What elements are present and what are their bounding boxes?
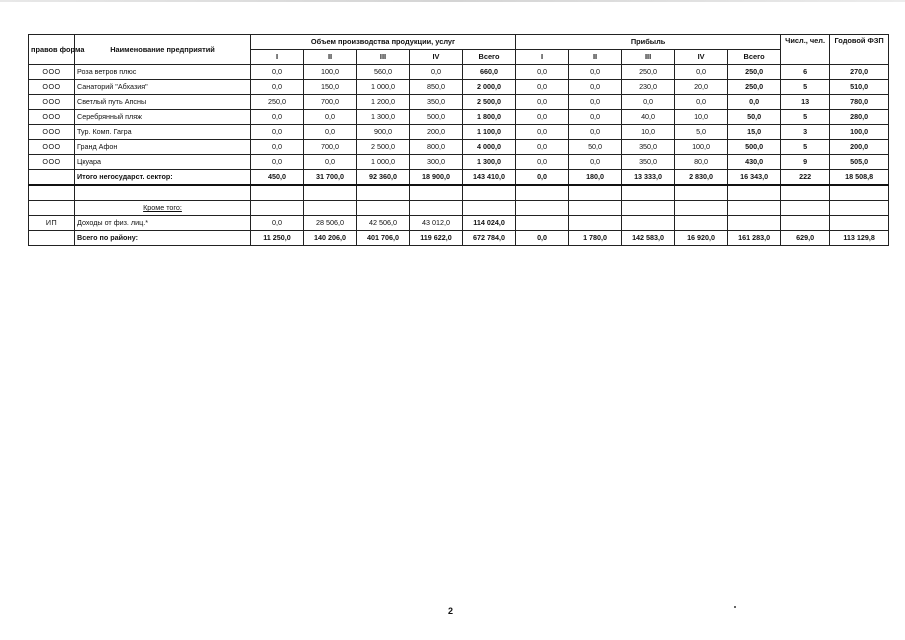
legal-form: ООО bbox=[29, 155, 75, 170]
staff-count: 5 bbox=[781, 80, 830, 95]
profit-q3: 350,0 bbox=[622, 155, 675, 170]
volume-q2: 700,0 bbox=[304, 140, 357, 155]
extra-label: Кроме того: bbox=[75, 201, 251, 216]
profit-total: 250,0 bbox=[728, 80, 781, 95]
company-name: Гранд Афон bbox=[75, 140, 251, 155]
annual-payroll: 780,0 bbox=[830, 95, 889, 110]
annual-payroll: 280,0 bbox=[830, 110, 889, 125]
profit-q3-header: III bbox=[622, 50, 675, 65]
profit-q4: 20,0 bbox=[675, 80, 728, 95]
grand-total-label: Всего по району: bbox=[75, 231, 251, 246]
profit-q3: 350,0 bbox=[622, 140, 675, 155]
volume-q1: 0,0 bbox=[251, 80, 304, 95]
company-row bbox=[29, 125, 889, 140]
profit-q3: 142 583,0 bbox=[622, 231, 675, 246]
volume-total: 672 784,0 bbox=[463, 231, 516, 246]
staff-count: 6 bbox=[781, 65, 830, 80]
income-label: Доходы от физ. лиц.* bbox=[75, 216, 251, 231]
volume-q1: 0,0 bbox=[251, 65, 304, 80]
volume-q4: 200,0 bbox=[410, 125, 463, 140]
subtotal-form-cell bbox=[29, 170, 75, 186]
company-row bbox=[29, 110, 889, 125]
volume-q1: 11 250,0 bbox=[251, 231, 304, 246]
production-table bbox=[28, 34, 889, 246]
volume-total: 660,0 bbox=[463, 65, 516, 80]
staff-count: 5 bbox=[781, 140, 830, 155]
volume-q1: 0,0 bbox=[251, 110, 304, 125]
individual-row bbox=[29, 216, 889, 231]
volume-total: 4 000,0 bbox=[463, 140, 516, 155]
volume-q3: 560,0 bbox=[357, 65, 410, 80]
volume-q2: 0,0 bbox=[304, 125, 357, 140]
extra-label-row bbox=[29, 201, 889, 216]
staff-count: 629,0 bbox=[781, 231, 830, 246]
profit-group-header: Прибыль bbox=[516, 35, 781, 50]
profit-q2: 180,0 bbox=[569, 170, 622, 186]
company-name: Светлый путь Апсны bbox=[75, 95, 251, 110]
volume-total-header: Всего bbox=[463, 50, 516, 65]
company-name: Тур. Комп. Гагра bbox=[75, 125, 251, 140]
volume-q4: 850,0 bbox=[410, 80, 463, 95]
volume-q2: 31 700,0 bbox=[304, 170, 357, 186]
col-staff-header: Числ., чел. bbox=[781, 35, 830, 65]
profit-q1: 0,0 bbox=[516, 80, 569, 95]
annual-payroll: 18 508,8 bbox=[830, 170, 889, 186]
scan-speck bbox=[734, 606, 736, 608]
page-number: 2 bbox=[448, 606, 454, 616]
legal-form: ООО bbox=[29, 80, 75, 95]
volume-q1: 0,0 bbox=[251, 125, 304, 140]
profit-q4: 80,0 bbox=[675, 155, 728, 170]
profit-total: 430,0 bbox=[728, 155, 781, 170]
profit-total: 50,0 bbox=[728, 110, 781, 125]
volume-q3: 401 706,0 bbox=[357, 231, 410, 246]
company-row bbox=[29, 80, 889, 95]
volume-q3: 900,0 bbox=[357, 125, 410, 140]
volume-q2: 700,0 bbox=[304, 95, 357, 110]
volume-q1-header: I bbox=[251, 50, 304, 65]
volume-q1: 0,0 bbox=[251, 140, 304, 155]
profit-q2: 0,0 bbox=[569, 80, 622, 95]
legal-form: ООО bbox=[29, 95, 75, 110]
volume-q1: 450,0 bbox=[251, 170, 304, 186]
profit-total: 15,0 bbox=[728, 125, 781, 140]
volume-q2: 150,0 bbox=[304, 80, 357, 95]
profit-q2: 0,0 bbox=[569, 110, 622, 125]
annual-payroll: 505,0 bbox=[830, 155, 889, 170]
volume-q2-header: II bbox=[304, 50, 357, 65]
profit-q4: 0,0 bbox=[675, 95, 728, 110]
profit-q1: 0,0 bbox=[516, 65, 569, 80]
subtotal-row bbox=[29, 170, 889, 186]
profit-q4-header: IV bbox=[675, 50, 728, 65]
volume-q4: 350,0 bbox=[410, 95, 463, 110]
profit-q1: 0,0 bbox=[516, 125, 569, 140]
volume-q4-header: IV bbox=[410, 50, 463, 65]
profit-total: 500,0 bbox=[728, 140, 781, 155]
company-name: Роза ветров плюс bbox=[75, 65, 251, 80]
profit-q1: 0,0 bbox=[516, 231, 569, 246]
profit-total: 161 283,0 bbox=[728, 231, 781, 246]
legal-form: ИП bbox=[29, 216, 75, 231]
grand-total-row bbox=[29, 231, 889, 246]
legal-form: ООО bbox=[29, 65, 75, 80]
annual-payroll: 100,0 bbox=[830, 125, 889, 140]
profit-q3: 10,0 bbox=[622, 125, 675, 140]
col-form-header: правов форма bbox=[29, 35, 75, 65]
annual-payroll: 510,0 bbox=[830, 80, 889, 95]
legal-form: ООО bbox=[29, 110, 75, 125]
legal-form: ООО bbox=[29, 125, 75, 140]
profit-q4: 10,0 bbox=[675, 110, 728, 125]
company-name: Серебрянный пляж bbox=[75, 110, 251, 125]
profit-q3: 40,0 bbox=[622, 110, 675, 125]
volume-total: 1 100,0 bbox=[463, 125, 516, 140]
profit-q2: 0,0 bbox=[569, 125, 622, 140]
volume-q3: 1 000,0 bbox=[357, 80, 410, 95]
company-name: Цкуара bbox=[75, 155, 251, 170]
profit-q4: 2 830,0 bbox=[675, 170, 728, 186]
company-name: Санаторий "Абхазия" bbox=[75, 80, 251, 95]
volume-q3: 42 506,0 bbox=[357, 216, 410, 231]
subtotal-label: Итого негосударст. сектор: bbox=[75, 170, 251, 186]
profit-q1: 0,0 bbox=[516, 155, 569, 170]
volume-total: 2 000,0 bbox=[463, 80, 516, 95]
volume-q2: 0,0 bbox=[304, 110, 357, 125]
staff-count: 13 bbox=[781, 95, 830, 110]
profit-q4: 100,0 bbox=[675, 140, 728, 155]
profit-total: 16 343,0 bbox=[728, 170, 781, 186]
legal-form: ООО bbox=[29, 140, 75, 155]
company-row bbox=[29, 140, 889, 155]
volume-q2: 140 206,0 bbox=[304, 231, 357, 246]
volume-q2: 100,0 bbox=[304, 65, 357, 80]
col-payroll-header: Годовой ФЗП bbox=[830, 35, 889, 65]
profit-q3: 13 333,0 bbox=[622, 170, 675, 186]
volume-q2: 0,0 bbox=[304, 155, 357, 170]
profit-q4: 5,0 bbox=[675, 125, 728, 140]
profit-q2: 1 780,0 bbox=[569, 231, 622, 246]
report-page bbox=[28, 34, 888, 246]
profit-q2: 0,0 bbox=[569, 95, 622, 110]
volume-q1: 0,0 bbox=[251, 155, 304, 170]
volume-q4: 500,0 bbox=[410, 110, 463, 125]
profit-q4: 0,0 bbox=[675, 65, 728, 80]
staff-count: 222 bbox=[781, 170, 830, 186]
volume-q4: 119 622,0 bbox=[410, 231, 463, 246]
profit-q1-header: I bbox=[516, 50, 569, 65]
scan-edge bbox=[0, 0, 905, 2]
staff-count: 9 bbox=[781, 155, 830, 170]
volume-q3: 2 500,0 bbox=[357, 140, 410, 155]
profit-q4: 16 920,0 bbox=[675, 231, 728, 246]
profit-q2: 0,0 bbox=[569, 65, 622, 80]
annual-payroll: 113 129,8 bbox=[830, 231, 889, 246]
company-row bbox=[29, 155, 889, 170]
profit-q1: 0,0 bbox=[516, 95, 569, 110]
profit-q1: 0,0 bbox=[516, 140, 569, 155]
volume-q4: 18 900,0 bbox=[410, 170, 463, 186]
volume-q2: 28 506,0 bbox=[304, 216, 357, 231]
volume-total: 1 300,0 bbox=[463, 155, 516, 170]
profit-q2-header: II bbox=[569, 50, 622, 65]
profit-q3: 0,0 bbox=[622, 95, 675, 110]
volume-q4: 300,0 bbox=[410, 155, 463, 170]
company-row bbox=[29, 65, 889, 80]
volume-q3: 1 200,0 bbox=[357, 95, 410, 110]
volume-total: 114 024,0 bbox=[463, 216, 516, 231]
profit-total: 250,0 bbox=[728, 65, 781, 80]
volume-total: 143 410,0 bbox=[463, 170, 516, 186]
grand-form-cell bbox=[29, 231, 75, 246]
annual-payroll: 200,0 bbox=[830, 140, 889, 155]
profit-q3: 230,0 bbox=[622, 80, 675, 95]
volume-group-header: Объем производства продукции, услуг bbox=[251, 35, 516, 50]
staff-count: 5 bbox=[781, 110, 830, 125]
volume-q3: 1 000,0 bbox=[357, 155, 410, 170]
profit-q1: 0,0 bbox=[516, 110, 569, 125]
volume-q4: 43 012,0 bbox=[410, 216, 463, 231]
staff-count: 3 bbox=[781, 125, 830, 140]
col-name-header: Наименование предприятий bbox=[75, 35, 251, 65]
profit-total: 0,0 bbox=[728, 95, 781, 110]
volume-q1: 0,0 bbox=[251, 216, 304, 231]
profit-q2: 50,0 bbox=[569, 140, 622, 155]
volume-total: 2 500,0 bbox=[463, 95, 516, 110]
volume-q4: 0,0 bbox=[410, 65, 463, 80]
volume-q4: 800,0 bbox=[410, 140, 463, 155]
profit-q2: 0,0 bbox=[569, 155, 622, 170]
annual-payroll: 270,0 bbox=[830, 65, 889, 80]
empty-row bbox=[29, 185, 889, 201]
volume-total: 1 800,0 bbox=[463, 110, 516, 125]
volume-q1: 250,0 bbox=[251, 95, 304, 110]
profit-q1: 0,0 bbox=[516, 170, 569, 186]
volume-q3: 92 360,0 bbox=[357, 170, 410, 186]
profit-total-header: Всего bbox=[728, 50, 781, 65]
header-row-groups bbox=[29, 35, 889, 50]
company-row bbox=[29, 95, 889, 110]
volume-q3-header: III bbox=[357, 50, 410, 65]
volume-q3: 1 300,0 bbox=[357, 110, 410, 125]
profit-q3: 250,0 bbox=[622, 65, 675, 80]
